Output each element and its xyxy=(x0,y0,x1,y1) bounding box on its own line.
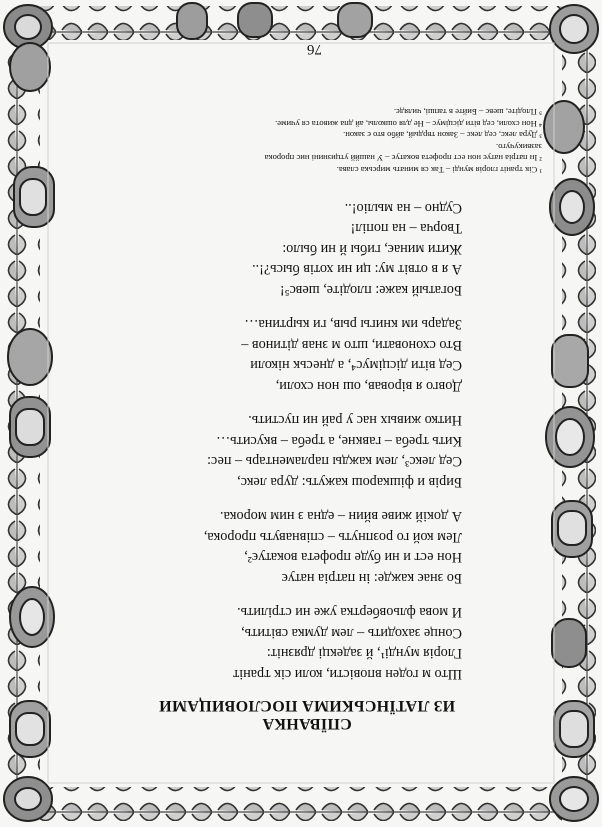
verse-line: Творча – на попіл! xyxy=(350,220,462,237)
stanza-4 xyxy=(72,314,462,396)
verse-line: Бирів и фішкарош кажуть: дура лекс, xyxy=(237,474,462,490)
verse-line: Што м годен вповісти, коли сік траніт xyxy=(233,666,462,682)
stanza-5 xyxy=(72,198,462,301)
verse-line: Нон ест и ни буде профета вокатує², xyxy=(244,549,462,566)
verse-line: Жити минає, гибы й ни было: xyxy=(282,241,462,257)
verse-line: И мова фльовбертка уже ни стрілить. xyxy=(237,604,462,621)
verse-line: Сед лекс³, лем кажды парламентарь – пес: xyxy=(207,453,462,470)
verse-line: Задарь им книгы рыв, ги кыртина… xyxy=(244,316,462,333)
verse-line: Сонце заходить – лем думка світить, xyxy=(241,625,462,641)
footnotes xyxy=(72,106,542,175)
page-number: 76 xyxy=(307,41,322,57)
verse-line: Глорія мунді¹, й задекці дрязніт: xyxy=(266,645,462,662)
footnote: ⁴ Нон схоли, сед віти дісцімус – Не для ошколы, ай дпа живота ся учиме. xyxy=(275,119,542,129)
stanza-1 xyxy=(72,602,462,684)
title-line-1: СПЇВАНКА xyxy=(262,715,352,732)
verse-line: Судно – на мыліо!.. xyxy=(344,200,462,216)
footnote: ¹ Сік траніт глорія мунді – Так ся минать мирська слава. xyxy=(336,165,542,175)
verse-line: Вто схоновати, што м знав дітинов – xyxy=(241,337,462,353)
poem-title xyxy=(72,696,542,732)
garland-top xyxy=(40,787,562,821)
verse-line: Лем кой го розпнуть – співнавуть пророка, xyxy=(203,529,462,545)
footnote: ³ Дура лекс, сед лекс – Закон тврдый, айбо вто є закон. xyxy=(343,130,542,141)
verse-line: Нитко живых нас у рай ни пустить. xyxy=(248,412,462,429)
footnote: зазвикучуго. xyxy=(496,142,542,152)
footnote: ² Ін патріа натує нон ест профета вокатує – У нашйй утцизнині нис пророка xyxy=(264,153,542,164)
footnote: ⁵ Плодіте, шевс – Бийте в тапші, чилядє. xyxy=(393,107,542,118)
stanza-3 xyxy=(72,410,462,492)
verse-line: А я в отвіт му: ци ни хотів бысь?!.. xyxy=(252,261,462,278)
verse-line: Кить треба – гавкне, а треба – вкусить… xyxy=(216,433,462,449)
verse-line: Довго я віровав, ош нон схоли, xyxy=(275,378,462,394)
verse-line: Сед віти дісцімус⁴, а днеськ ніколи xyxy=(250,357,462,374)
verse-line: Богатый каже: плодіте, шевс⁵! xyxy=(279,282,462,298)
verse-line: А докій живе вйин – една з ним морока. xyxy=(219,508,462,525)
verse-line: Бо знає кажде: ін патріа натує xyxy=(281,570,462,586)
stanza-2 xyxy=(72,506,462,588)
title-line-2: ИЗ ЛАТЇНСЬКИМА ПОСЛОВИЦАМИ xyxy=(158,697,456,714)
